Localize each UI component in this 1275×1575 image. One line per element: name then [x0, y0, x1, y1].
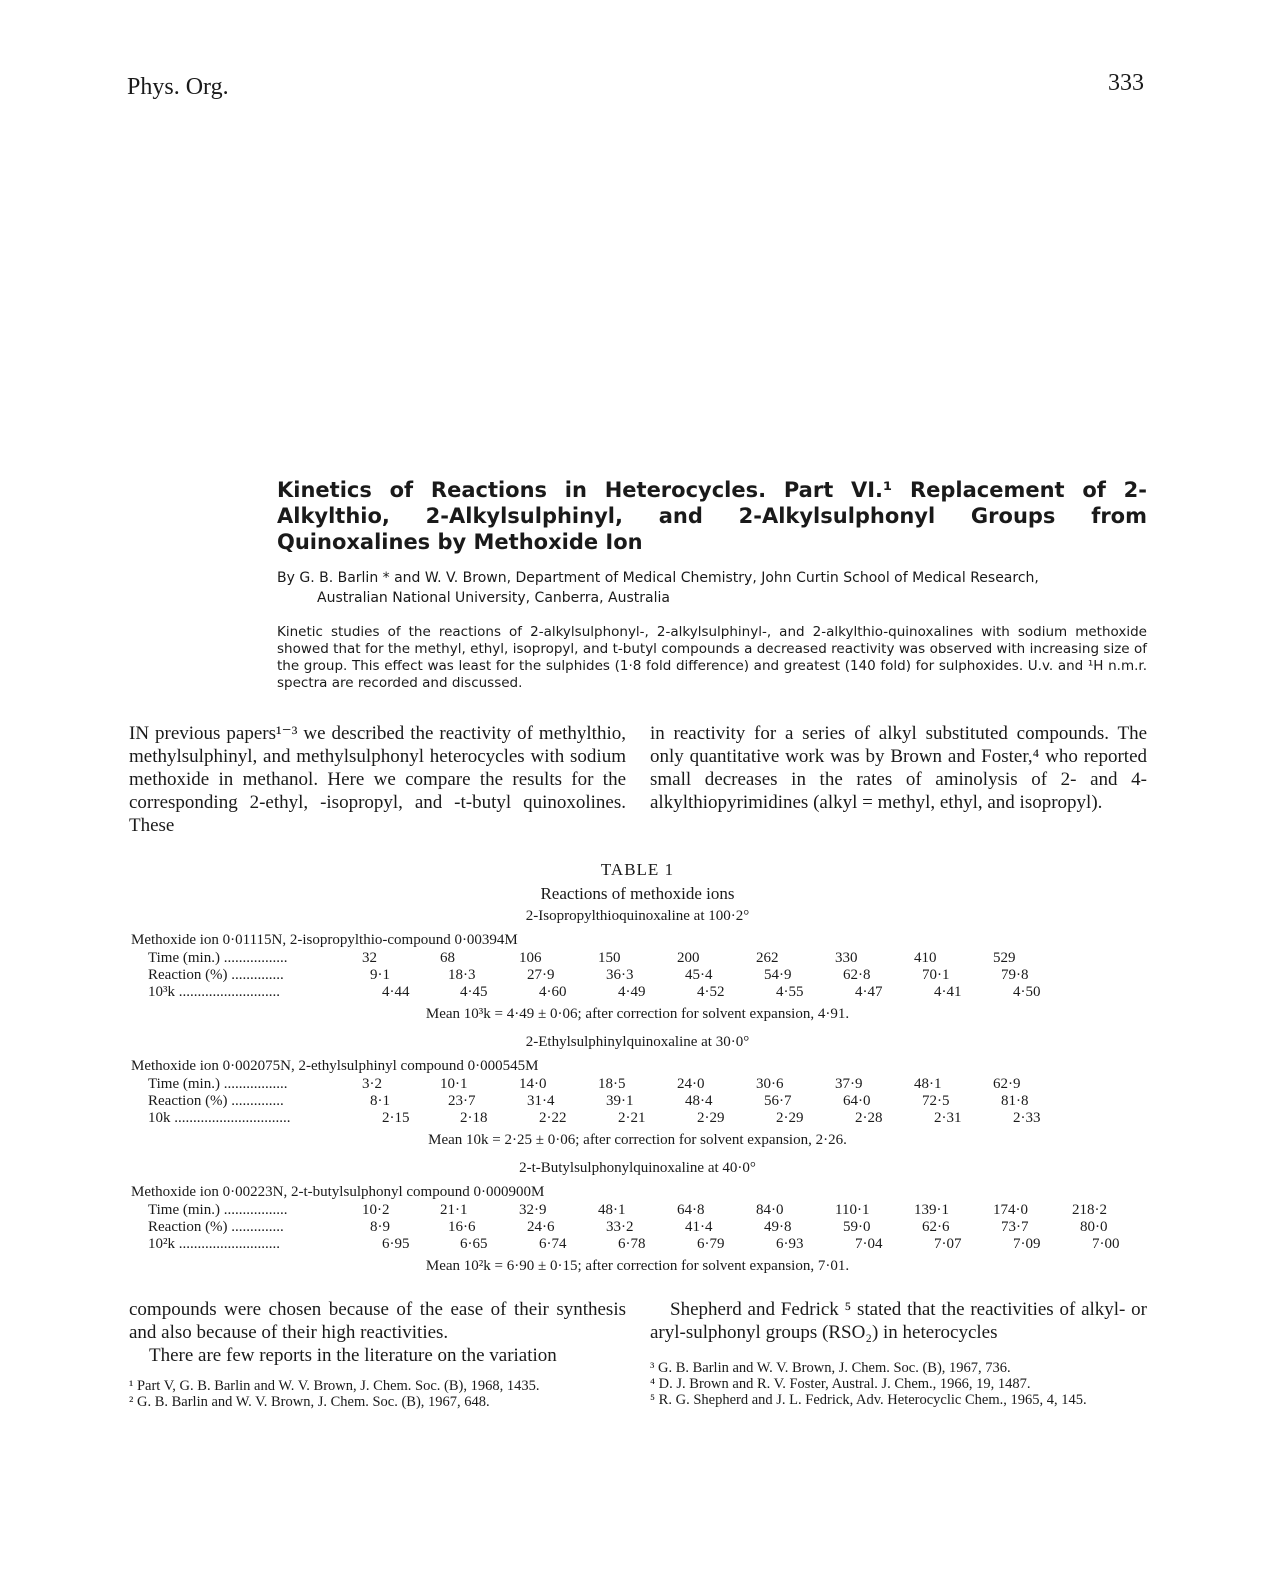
table-cell: 32	[362, 950, 377, 966]
section-mean: Mean 10k = 2·25 ± 0·06; after correction for solvent expansion, 2·26.	[428, 1132, 847, 1148]
table-cell: 330	[835, 950, 858, 966]
section-title: 2-Ethylsulphinylquinoxaline at 30·0°	[525, 1034, 750, 1050]
body-left-bottom	[129, 1298, 626, 1367]
table-cell: 4·49	[618, 984, 646, 1000]
table-cell: 18·5	[598, 1076, 626, 1092]
section-mean: Mean 10³k = 4·49 ± 0·06; after correction for solvent expansion, 4·91.	[425, 1006, 850, 1022]
row-label: Time (min.) .................	[148, 950, 288, 966]
table-cell: 10·2	[362, 1202, 390, 1218]
table-cell: 106	[519, 950, 542, 966]
paragraph: There are few reports in the literature on the variation	[149, 1345, 557, 1366]
table-cell: 4·44	[382, 984, 410, 1000]
footnote-4: ⁴ D. J. Brown and R. V. Foster, Austral. J. Chem., 1966, 19, 1487.	[650, 1376, 1031, 1392]
table-cell: 80·0	[1080, 1219, 1108, 1235]
table-cell: 4·45	[460, 984, 488, 1000]
table-cell: 31·4	[527, 1093, 555, 1109]
table-cell: 6·93	[776, 1236, 804, 1252]
table-cell: 7·04	[855, 1236, 883, 1252]
row-label: Reaction (%) ..............	[148, 1093, 284, 1109]
section-mean: Mean 10²k = 6·90 ± 0·15; after correction for solvent expansion, 7·01.	[425, 1258, 850, 1274]
table-cell: 68	[440, 950, 455, 966]
table-cell: 21·1	[440, 1202, 468, 1218]
table-cell: 27·9	[527, 967, 555, 983]
table-cell: 8·9	[370, 1219, 390, 1235]
table-cell: 36·3	[606, 967, 634, 983]
table-cell: 62·9	[993, 1076, 1021, 1092]
table-cell: 62·6	[922, 1219, 950, 1235]
footnotes-left	[129, 1378, 626, 1410]
table-cell: 150	[598, 950, 621, 966]
article-title: Kinetics of Reactions in Heterocycles. Part VI.¹ Replacement of 2-Alkylthio, 2-Alkylsulphinyl, and 2-Alkylsulphonyl Groups from Quinoxalines by Methoxide Ion	[277, 478, 1147, 554]
table-cell: 64·0	[843, 1093, 871, 1109]
table-cell: 33·2	[606, 1219, 634, 1235]
paragraph: compounds were chosen because of the ease of their synthesis and also because of their high reactivities.	[129, 1299, 626, 1343]
section-title: 2-t-Butylsulphonylquinoxaline at 40·0°	[519, 1160, 756, 1176]
abstract: Kinetic studies of the reactions of 2-alkylsulphonyl-, 2-alkylsulphinyl-, and 2-alkylthio-quinoxalines with sodium methoxide showed that for the methyl, ethyl, isopropyl, and t-butyl compounds a decreased reactivity was observed with increasing size of the group. This effect was least for the sulphides (1·8 fold difference) and greatest (140 fold) for sulphoxides. U.v. and ¹H n.m.r. spectra are recorded and discussed.	[277, 624, 1147, 691]
section-title: 2-Isopropylthioquinoxaline at 100·2°	[525, 908, 750, 924]
authors-line: By G. B. Barlin * and W. V. Brown, Department of Medical Chemistry, John Curtin School of Medical Research,	[277, 570, 1039, 586]
table-cell: 81·8	[1001, 1093, 1029, 1109]
table-cell: 4·60	[539, 984, 567, 1000]
table-cell: 73·7	[1001, 1219, 1029, 1235]
table-cell: 7·07	[934, 1236, 962, 1252]
table-cell: 262	[756, 950, 779, 966]
table-cell: 6·78	[618, 1236, 646, 1252]
table-cell: 6·95	[382, 1236, 410, 1252]
table-cell: 48·4	[685, 1093, 713, 1109]
table-cell: 72·5	[922, 1093, 950, 1109]
table-cell: 4·47	[855, 984, 883, 1000]
row-label: 10²k ...........................	[148, 1236, 280, 1252]
table-cell: 84·0	[756, 1202, 784, 1218]
body-right-bottom: Shepherd and Fedrick ⁵ stated that the reactivities of alkyl- or aryl-sulphonyl groups (RSO₂) in heterocycles	[650, 1299, 1147, 1343]
table-cell: 3·2	[362, 1076, 382, 1092]
footnote-3: ³ G. B. Barlin and W. V. Brown, J. Chem. Soc. (B), 1967, 736.	[650, 1360, 1011, 1376]
table-cell: 2·21	[618, 1110, 646, 1126]
table-cell: 39·1	[606, 1093, 634, 1109]
table-cell: 24·6	[527, 1219, 555, 1235]
table-cell: 37·9	[835, 1076, 863, 1092]
table-cell: 41·4	[685, 1219, 713, 1235]
table-cell: 6·74	[539, 1236, 567, 1252]
table-cell: 64·8	[677, 1202, 705, 1218]
section-conditions: Methoxide ion 0·002075N, 2-ethylsulphinyl compound 0·000545M	[131, 1058, 539, 1074]
table-cell: 7·09	[1013, 1236, 1041, 1252]
row-label: 10k ...............................	[148, 1110, 291, 1126]
table-cell: 79·8	[1001, 967, 1029, 983]
footnote-1: ¹ Part V, G. B. Barlin and W. V. Brown, J. Chem. Soc. (B), 1968, 1435.	[129, 1378, 540, 1394]
table-cell: 59·0	[843, 1219, 871, 1235]
table-cell: 9·1	[370, 967, 390, 983]
table-cell: 2·22	[539, 1110, 567, 1126]
table-cell: 30·6	[756, 1076, 784, 1092]
table-cell: 4·52	[697, 984, 725, 1000]
table-cell: 4·55	[776, 984, 804, 1000]
row-label: Time (min.) .................	[148, 1076, 288, 1092]
table-cell: 48·1	[598, 1202, 626, 1218]
table-cell: 529	[993, 950, 1016, 966]
body-left-top: IN previous papers¹⁻³ we described the reactivity of methylthio, methylsulphinyl, and methylsulphonyl heterocycles with sodium methoxide in methanol. Here we compare the results for the corresponding 2-ethyl, -isopropyl, and -t-butyl quinoxolines. These	[129, 723, 626, 836]
section-conditions: Methoxide ion 0·01115N, 2-isopropylthio-compound 0·00394M	[131, 932, 518, 948]
table-cell: 6·65	[460, 1236, 488, 1252]
table-cell: 4·50	[1013, 984, 1041, 1000]
table-cell: 56·7	[764, 1093, 792, 1109]
table-cell: 174·0	[993, 1202, 1028, 1218]
table-cell: 62·8	[843, 967, 871, 983]
table-cell: 32·9	[519, 1202, 547, 1218]
table-cell: 10·1	[440, 1076, 468, 1092]
table-cell: 16·6	[448, 1219, 476, 1235]
footnotes-right	[650, 1360, 1147, 1408]
table-cell: 2·15	[382, 1110, 410, 1126]
table-cell: 2·29	[776, 1110, 804, 1126]
table-cell: 54·9	[764, 967, 792, 983]
table-cell: 2·33	[1013, 1110, 1041, 1126]
section-conditions: Methoxide ion 0·00223N, 2-t-butylsulphonyl compound 0·000900M	[131, 1184, 545, 1200]
table-cell: 4·41	[934, 984, 962, 1000]
table-cell: 110·1	[835, 1202, 870, 1218]
table-cell: 200	[677, 950, 700, 966]
table-cell: 45·4	[685, 967, 713, 983]
table-cell: 18·3	[448, 967, 476, 983]
table-cell: 2·31	[934, 1110, 962, 1126]
footnote-2: ² G. B. Barlin and W. V. Brown, J. Chem. Soc. (B), 1967, 648.	[129, 1394, 490, 1410]
table-cell: 2·28	[855, 1110, 883, 1126]
authors-block	[277, 568, 1147, 608]
table-caption: Reactions of methoxide ions	[540, 884, 735, 903]
affiliation-line: Australian National University, Canberra, Australia	[317, 590, 670, 606]
table-cell: 410	[914, 950, 937, 966]
table-cell: 48·1	[914, 1076, 942, 1092]
table-cell: 6·79	[697, 1236, 725, 1252]
table-cell: 49·8	[764, 1219, 792, 1235]
row-label: 10³k ...........................	[148, 984, 280, 1000]
table-cell: 2·29	[697, 1110, 725, 1126]
table-label: TABLE 1	[600, 860, 675, 879]
table-cell: 2·18	[460, 1110, 488, 1126]
table-cell: 24·0	[677, 1076, 705, 1092]
row-label: Reaction (%) ..............	[148, 967, 284, 983]
page-number: 333	[1108, 70, 1144, 96]
table-cell: 23·7	[448, 1093, 476, 1109]
row-label: Time (min.) .................	[148, 1202, 288, 1218]
table-cell: 139·1	[914, 1202, 949, 1218]
table-cell: 7·00	[1092, 1236, 1120, 1252]
table-cell: 70·1	[922, 967, 950, 983]
table-cell: 218·2	[1072, 1202, 1107, 1218]
row-label: Reaction (%) ..............	[148, 1219, 284, 1235]
table-cell: 14·0	[519, 1076, 547, 1092]
table-cell: 8·1	[370, 1093, 390, 1109]
journal-section: Phys. Org.	[127, 74, 229, 100]
footnote-5: ⁵ R. G. Shepherd and J. L. Fedrick, Adv. Heterocyclic Chem., 1965, 4, 145.	[650, 1392, 1087, 1408]
body-right-top: in reactivity for a series of alkyl substituted compounds. The only quantitative work was by Brown and Foster,⁴ who reported small decreases in the rates of aminolysis of 2- and 4-alkylthiopyrimidines (alkyl = methyl, ethyl, and isopropyl).	[650, 723, 1147, 813]
